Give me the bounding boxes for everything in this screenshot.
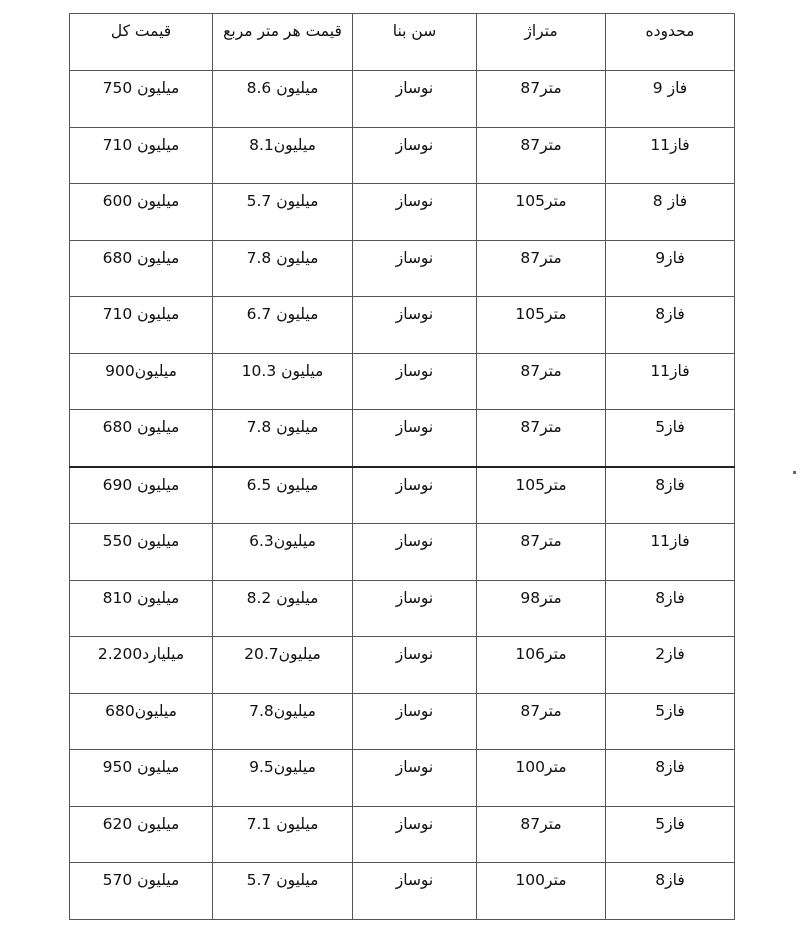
cell-building-age-text: نوساز <box>395 135 434 154</box>
cell-total-price-text: 680 میلیون <box>102 418 180 436</box>
cell-total-price <box>70 580 213 637</box>
cell-building-age-text: نوساز <box>395 418 434 436</box>
cell-district <box>606 127 735 184</box>
cell-building-age <box>353 693 477 750</box>
cell-total-price <box>70 637 213 694</box>
cell-area <box>477 71 606 128</box>
table-row <box>70 580 735 637</box>
cell-total-price <box>70 240 213 297</box>
cell-building-age <box>353 524 477 581</box>
header-district-label: محدوده <box>645 22 695 40</box>
table-row <box>70 637 735 694</box>
table-row <box>70 353 735 410</box>
cell-district-text: فاز11 <box>650 361 690 380</box>
header-price-per-sqm-label: قیمت هر متر مربع <box>223 22 342 40</box>
cell-building-age-text: نوساز <box>395 814 434 833</box>
cell-area <box>477 693 606 750</box>
cell-district-text: فاز8 <box>655 871 685 889</box>
table-row <box>70 863 735 920</box>
cell-building-age-text: نوساز <box>395 701 434 720</box>
cell-area <box>477 297 606 354</box>
cell-price-per-sqm-text: 8.2 میلیون <box>246 588 319 607</box>
cell-area-text: 87متر <box>520 248 562 267</box>
cell-building-age <box>353 184 477 241</box>
cell-price-per-sqm <box>213 71 353 128</box>
cell-price-per-sqm <box>213 410 353 467</box>
cell-building-age-text: نوساز <box>395 475 434 494</box>
cell-total-price <box>70 750 213 807</box>
cell-total-price <box>70 524 213 581</box>
header-district <box>606 14 735 71</box>
cell-price-per-sqm <box>213 240 353 297</box>
cell-area-text: 106متر <box>515 645 567 663</box>
cell-district <box>606 297 735 354</box>
cell-district <box>606 353 735 410</box>
cell-price-per-sqm <box>213 127 353 184</box>
cell-price-per-sqm-text: 8.1میلیون <box>249 135 316 154</box>
cell-price-per-sqm <box>213 580 353 637</box>
table-row <box>70 806 735 863</box>
table-row <box>70 410 735 467</box>
table-row <box>70 240 735 297</box>
cell-area <box>477 524 606 581</box>
cell-building-age <box>353 353 477 410</box>
cell-total-price-text: 810 میلیون <box>102 588 180 607</box>
listing-table-body <box>70 14 735 920</box>
cell-area <box>477 863 606 920</box>
cell-price-per-sqm-text: 9.5میلیون <box>249 758 316 776</box>
cell-price-per-sqm-text: 7.8 میلیون <box>246 248 319 267</box>
cell-district <box>606 524 735 581</box>
cell-total-price <box>70 353 213 410</box>
cell-total-price-text: 950 میلیون <box>102 758 180 776</box>
cell-total-price-text: 680میلیون <box>105 701 177 720</box>
cell-district-text: فاز9 <box>655 248 685 267</box>
cell-building-age <box>353 750 477 807</box>
cell-price-per-sqm <box>213 750 353 807</box>
cell-area-text: 105متر <box>515 475 567 494</box>
cell-district-text: فاز 8 <box>652 192 688 210</box>
cell-total-price <box>70 410 213 467</box>
cell-district <box>606 410 735 467</box>
cell-building-age <box>353 71 477 128</box>
cell-total-price-text: 710 میلیون <box>102 305 180 323</box>
cell-area-text: 87متر <box>520 814 562 833</box>
cell-building-age-text: نوساز <box>395 532 434 550</box>
cell-district-text: فاز5 <box>655 701 685 720</box>
table-header-row <box>70 14 735 71</box>
cell-area <box>477 750 606 807</box>
cell-building-age-text: نوساز <box>395 248 434 267</box>
cell-area-text: 87متر <box>520 418 562 436</box>
cell-price-per-sqm <box>213 637 353 694</box>
cell-price-per-sqm-text: 7.8میلیون <box>249 701 316 720</box>
cell-district-text: فاز2 <box>655 645 685 663</box>
cell-price-per-sqm <box>213 524 353 581</box>
cell-total-price-text: 550 میلیون <box>102 532 180 550</box>
cell-price-per-sqm-text: 5.7 میلیون <box>246 871 319 889</box>
cell-price-per-sqm-text: 8.6 میلیون <box>246 79 319 97</box>
cell-price-per-sqm <box>213 806 353 863</box>
cell-area-text: 98متر <box>520 588 562 607</box>
cell-area <box>477 806 606 863</box>
cell-total-price <box>70 693 213 750</box>
cell-district-text: فاز8 <box>655 758 685 776</box>
cell-building-age-text: نوساز <box>395 361 434 380</box>
header-total-price <box>70 14 213 71</box>
cell-district-text: فاز11 <box>650 532 690 550</box>
header-total-price-label: قیمت کل <box>110 22 172 40</box>
cell-area-text: 87متر <box>520 532 562 550</box>
table-row <box>70 184 735 241</box>
cell-district <box>606 184 735 241</box>
table-row <box>70 693 735 750</box>
cell-area-text: 87متر <box>520 361 562 380</box>
cell-building-age <box>353 806 477 863</box>
cell-area <box>477 184 606 241</box>
cell-building-age <box>353 467 477 524</box>
table-row <box>70 750 735 807</box>
cell-total-price <box>70 184 213 241</box>
cell-price-per-sqm-text: 7.1 میلیون <box>246 814 319 833</box>
cell-price-per-sqm-text: 7.8 میلیون <box>246 418 319 436</box>
cell-district <box>606 637 735 694</box>
cell-district <box>606 693 735 750</box>
cell-district-text: فاز8 <box>655 588 685 607</box>
cell-district-text: فاز5 <box>655 418 685 436</box>
cell-price-per-sqm-text: 5.7 میلیون <box>246 192 319 210</box>
cell-area-text: 87متر <box>520 79 562 97</box>
cell-building-age <box>353 863 477 920</box>
cell-building-age-text: نوساز <box>395 645 434 663</box>
cell-district <box>606 863 735 920</box>
cell-district-text: فاز11 <box>650 135 690 154</box>
cell-area-text: 87متر <box>520 135 562 154</box>
cell-building-age-text: نوساز <box>395 871 434 889</box>
cell-district-text: فاز 9 <box>652 79 688 97</box>
cell-area-text: 105متر <box>515 305 567 323</box>
table-row <box>70 127 735 184</box>
cell-total-price-text: 2.200میلیارد <box>97 645 185 663</box>
cell-price-per-sqm-text: 6.7 میلیون <box>246 305 319 323</box>
cell-price-per-sqm <box>213 297 353 354</box>
cell-price-per-sqm-text: 6.5 میلیون <box>246 475 319 494</box>
cell-area <box>477 637 606 694</box>
cell-district <box>606 467 735 524</box>
cell-area <box>477 467 606 524</box>
cell-district <box>606 806 735 863</box>
table-row <box>70 297 735 354</box>
table-row <box>70 524 735 581</box>
cell-district <box>606 71 735 128</box>
cell-building-age-text: نوساز <box>395 305 434 323</box>
cell-price-per-sqm <box>213 353 353 410</box>
cell-total-price <box>70 127 213 184</box>
cell-total-price-text: 680 میلیون <box>102 248 180 267</box>
cell-area <box>477 240 606 297</box>
cell-total-price-text: 900میلیون <box>105 361 177 380</box>
cell-price-per-sqm <box>213 693 353 750</box>
header-price-per-sqm <box>213 14 353 71</box>
cell-building-age <box>353 580 477 637</box>
cell-price-per-sqm <box>213 863 353 920</box>
cell-total-price <box>70 297 213 354</box>
cell-total-price-text: 710 میلیون <box>102 135 180 154</box>
cell-price-per-sqm <box>213 184 353 241</box>
header-building-age <box>353 14 477 71</box>
cell-total-price-text: 690 میلیون <box>102 475 180 494</box>
cell-price-per-sqm-text: 6.3میلیون <box>249 532 316 550</box>
cell-area-text: 105متر <box>515 192 567 210</box>
cell-total-price <box>70 806 213 863</box>
cell-price-per-sqm-text: 20.7میلیون <box>244 645 321 663</box>
cell-building-age-text: نوساز <box>395 192 434 210</box>
cell-building-age <box>353 637 477 694</box>
cell-building-age <box>353 240 477 297</box>
table-row <box>70 71 735 128</box>
cell-district-text: فاز8 <box>655 475 685 494</box>
cell-area-text: 100متر <box>515 758 567 776</box>
cell-building-age-text: نوساز <box>395 79 434 97</box>
cell-district <box>606 580 735 637</box>
cell-area <box>477 353 606 410</box>
cell-district-text: فاز8 <box>655 305 685 323</box>
header-building-age-label: سن بنا <box>392 22 437 40</box>
table-row <box>70 467 735 524</box>
cell-building-age <box>353 127 477 184</box>
stray-mark <box>793 471 796 474</box>
cell-total-price <box>70 863 213 920</box>
cell-building-age <box>353 410 477 467</box>
cell-district-text: فاز5 <box>655 814 685 833</box>
header-area <box>477 14 606 71</box>
listing-table <box>69 13 735 920</box>
cell-total-price-text: 620 میلیون <box>102 814 180 833</box>
cell-district <box>606 240 735 297</box>
cell-area-text: 87متر <box>520 701 562 720</box>
header-area-label: متراژ <box>524 22 558 40</box>
cell-total-price <box>70 71 213 128</box>
cell-total-price-text: 750 میلیون <box>102 79 180 97</box>
cell-price-per-sqm-text: 10.3 میلیون <box>241 361 324 380</box>
cell-total-price-text: 600 میلیون <box>102 192 180 210</box>
cell-area <box>477 127 606 184</box>
cell-building-age <box>353 297 477 354</box>
cell-price-per-sqm <box>213 467 353 524</box>
cell-district <box>606 750 735 807</box>
cell-building-age-text: نوساز <box>395 758 434 776</box>
cell-area <box>477 580 606 637</box>
cell-building-age-text: نوساز <box>395 588 434 607</box>
cell-total-price-text: 570 میلیون <box>102 871 180 889</box>
cell-area <box>477 410 606 467</box>
cell-total-price <box>70 467 213 524</box>
cell-area-text: 100متر <box>515 871 567 889</box>
